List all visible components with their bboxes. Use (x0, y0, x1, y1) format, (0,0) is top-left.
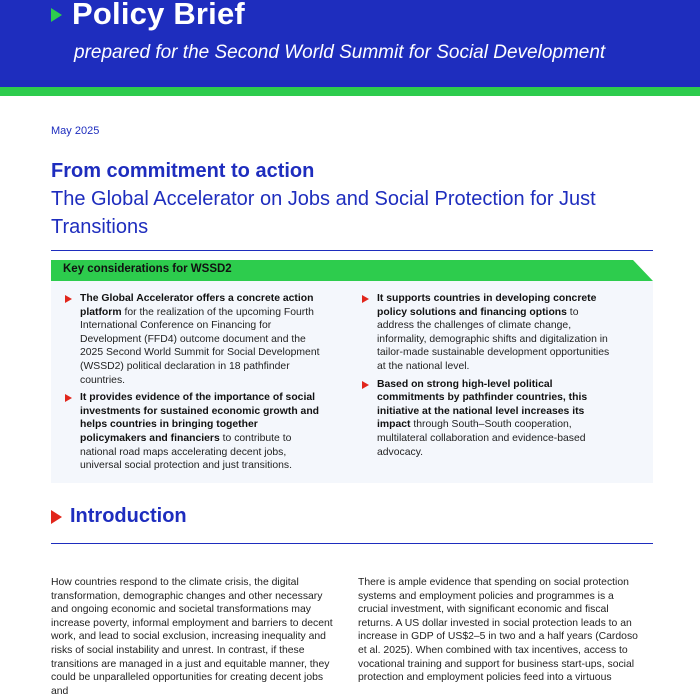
triangle-arrow-icon (51, 510, 62, 524)
key-consideration-text: through South–South cooperation, multilateral collaboration and evidence-based advocacy. (377, 419, 586, 458)
page-title: From commitment to action (51, 160, 315, 182)
key-considerations-header (51, 260, 653, 281)
divider (51, 543, 653, 544)
key-consideration-bold: The Global Accelerator offers a concrete action platform (80, 293, 314, 318)
bullet-triangle-icon (65, 295, 72, 303)
introduction-right-column: There is ample evidence that spending on social protection systems and employment policies and programmes is a crucial investment, with significant economic and fiscal returns. A US dollar invested in social protection leads to an increase in GDP of US$2–5 in two and a half years (Cardoso et al. 2025). When combined with tax incentives, access to vocational training and support for business start-ups, social protection and employment policies feed into a virtuous (358, 577, 638, 684)
divider (51, 250, 653, 251)
key-consideration-text: to address the challenges of climate change, informality, demographic shifts and digitalization in tailor-made sustainable development opportunities at the national level. (377, 306, 610, 372)
brief-subtitle: prepared for the Second World Summit for Social Development (74, 42, 606, 63)
key-consideration-bold: Based on strong high-level political commitments by pathfinder countries, this initiative at the national level increases its impact (377, 378, 588, 431)
bullet-triangle-icon (362, 381, 369, 389)
key-considerations-label: Key considerations for WSSD2 (63, 263, 232, 275)
key-consideration-item (362, 378, 618, 460)
key-considerations-left-column (65, 292, 321, 477)
key-consideration-item (65, 292, 321, 387)
bullet-triangle-icon (362, 295, 369, 303)
key-considerations-right-column (362, 292, 618, 463)
triangle-arrow-icon (51, 8, 62, 22)
brief-title: Policy Brief (72, 0, 245, 31)
banner-accent-stripe (0, 87, 700, 96)
page-subtitle: The Global Accelerator on Jobs and Social Protection for Just Transitions (51, 188, 596, 238)
bullet-triangle-icon (65, 394, 72, 402)
key-consideration-bold: It supports countries in developing concrete policy solutions and financing options (377, 293, 597, 318)
key-consideration-bold: It provides evidence of the importance of social investments for sustained economic growth and helps countries in bringing together policymakers and financiers (80, 392, 320, 444)
key-consideration-item (65, 391, 321, 473)
key-consideration-text: to contribute to national road maps accelerating decent jobs, universal social protection and just transitions. (80, 432, 292, 472)
introduction-left-column: How countries respond to the climate crisis, the digital transformation, demographic changes and other necessary and ongoing economic and societal transformations may increase poverty, informal employment and barriers to decent work, and lead to social exclusion, increasing inequality and risks of social instability and unrest. In contrast, if these transitions are managed in a just and equitable manner, they could be unparalleled opportunities for creating decent jobs and (51, 577, 333, 697)
key-consideration-item (362, 292, 618, 374)
key-consideration-text: for the realization of the upcoming Fourth International Conference on Financing for Development (FFD4) outcome document and the 2025 Second World Summit for Social Development (WSSD2) political declaration in 18 pathfinder countries. (80, 306, 320, 386)
publication-date: May 2025 (51, 125, 100, 137)
section-title-introduction: Introduction (70, 505, 187, 527)
